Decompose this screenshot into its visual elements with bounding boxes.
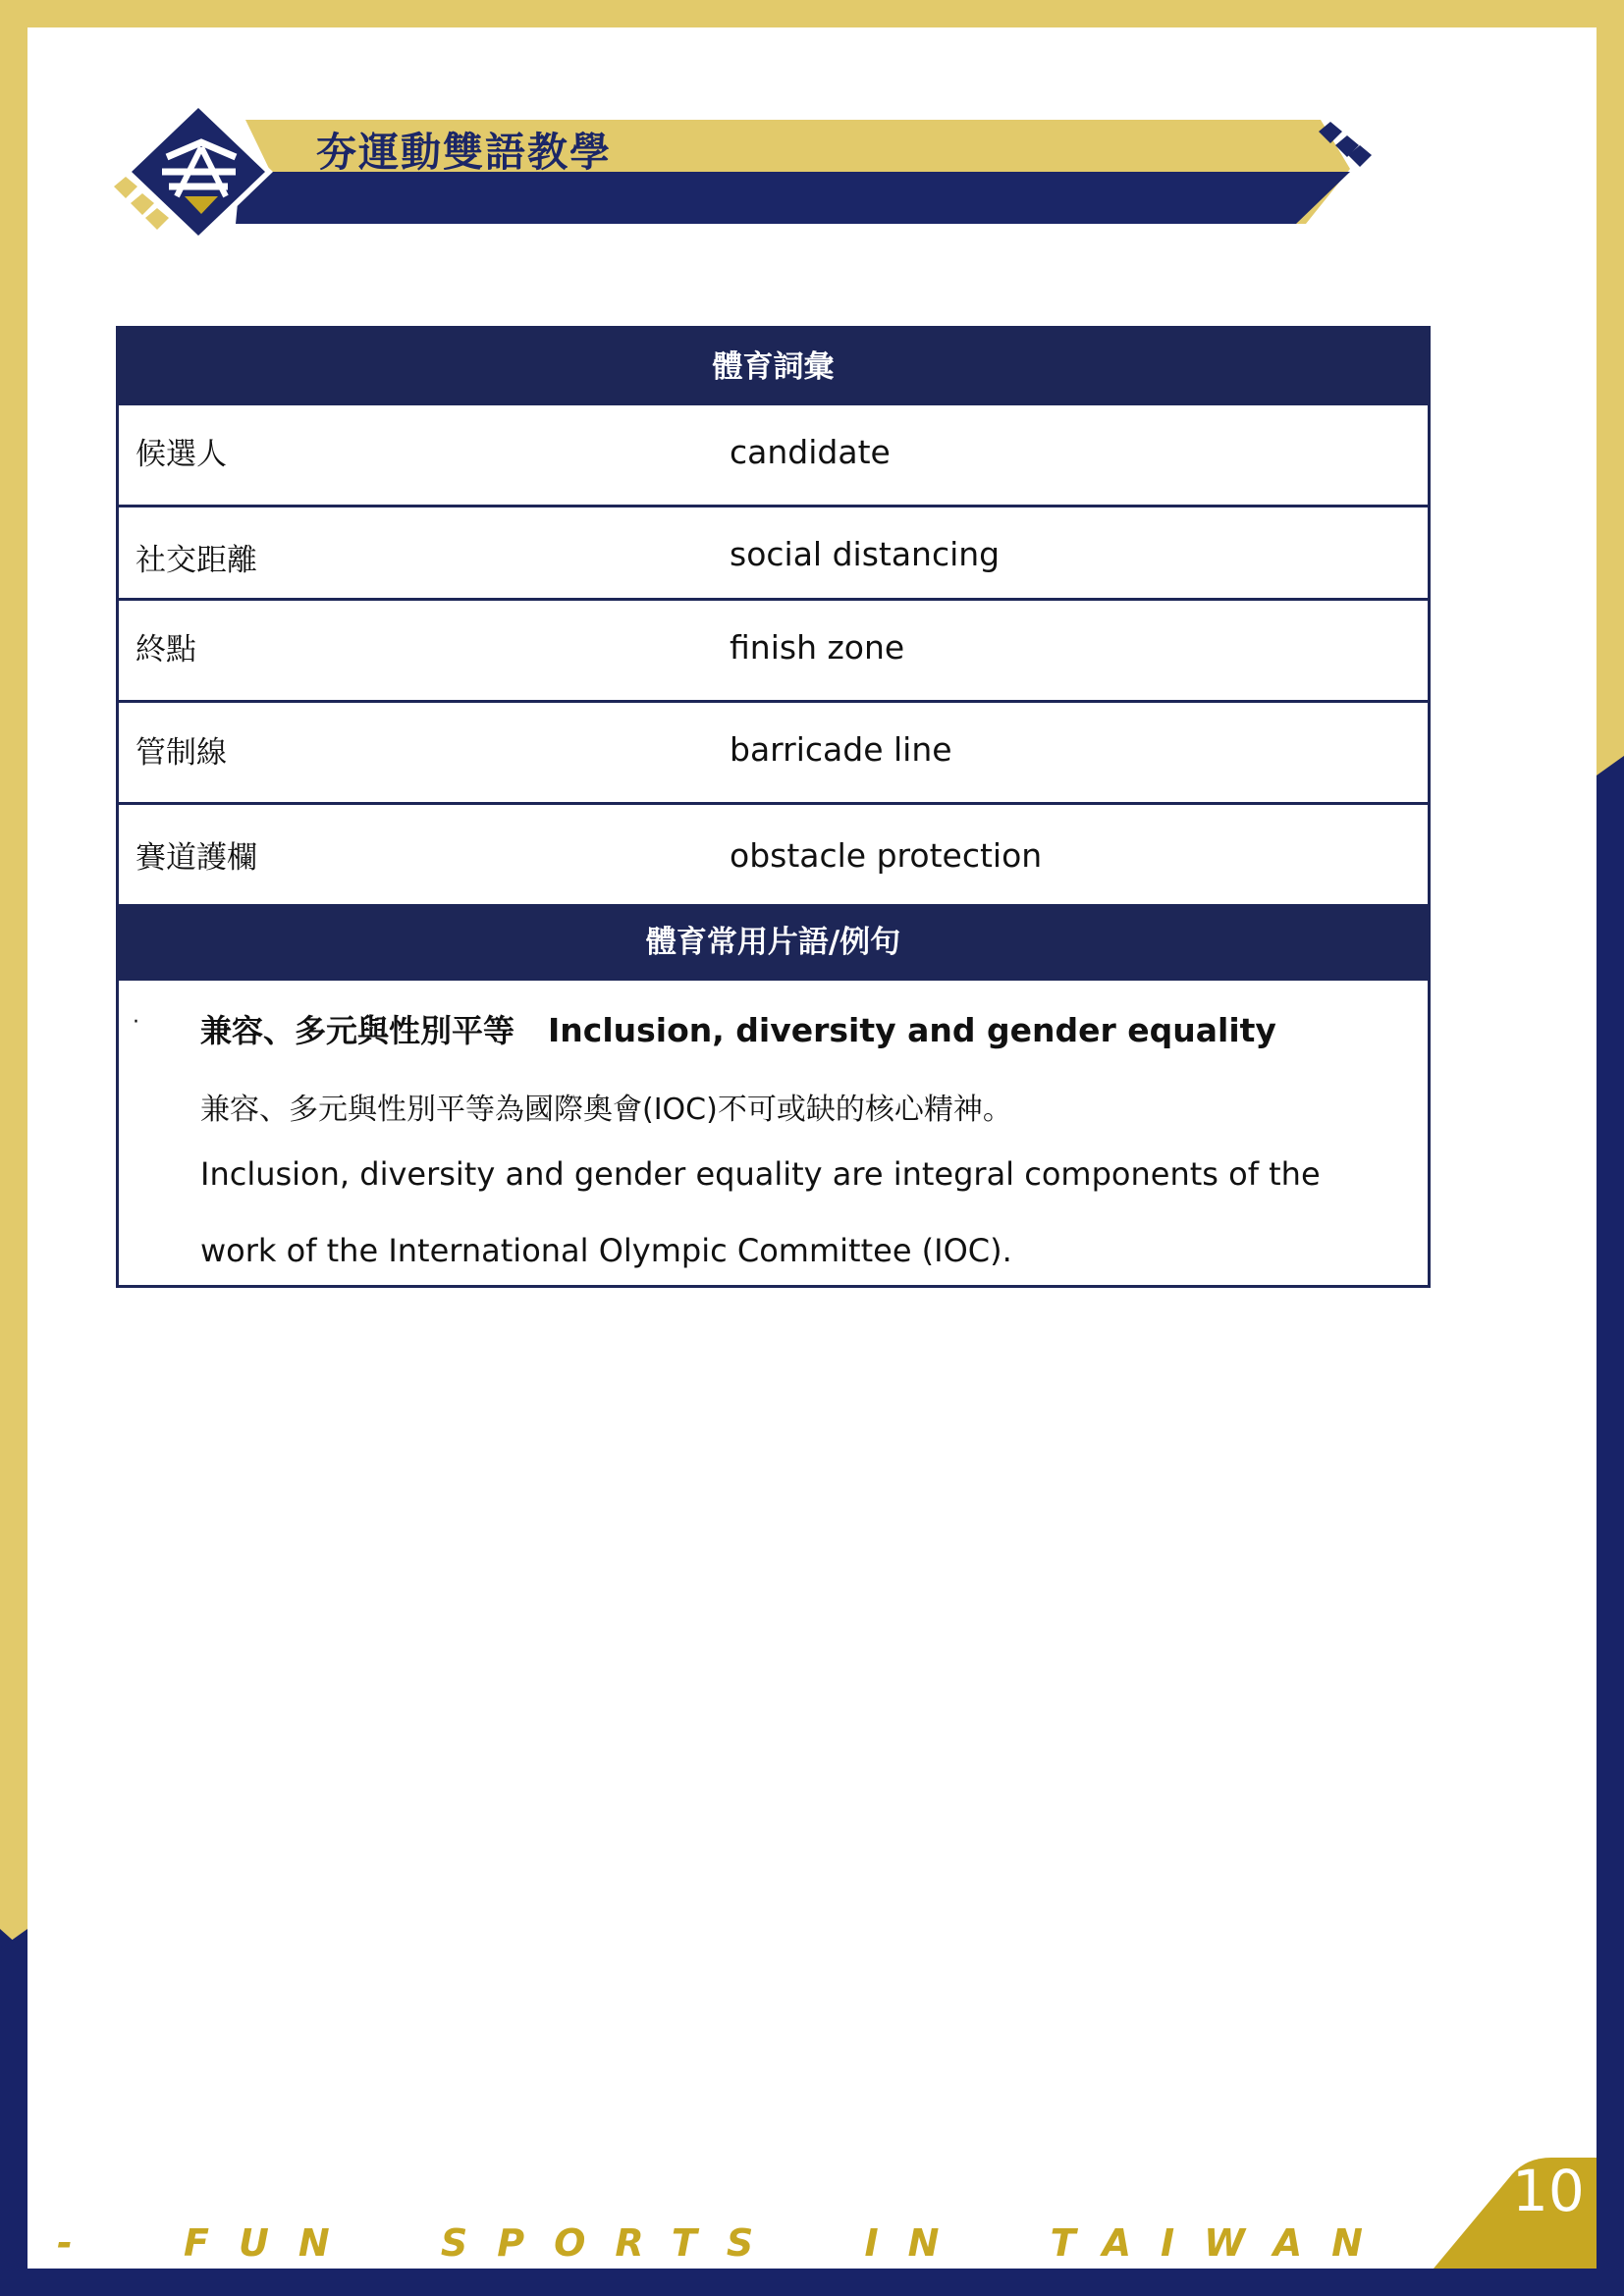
phrase-term-en: Inclusion, diversity and gender equality xyxy=(548,1011,1276,1049)
vocab-en: candidate xyxy=(730,433,891,471)
table-row xyxy=(119,405,1428,507)
footer-tagline: - FUN SPORTS IN TAIWAN - xyxy=(57,2221,1519,2265)
vocab-table xyxy=(116,326,1431,1288)
vocab-zh: 候選人 xyxy=(135,437,227,472)
sentence-en-line1: Inclusion, diversity and gender equality are integral components of the xyxy=(200,1155,1321,1193)
navy-edge-right xyxy=(1597,756,1624,2296)
table-row xyxy=(119,507,1428,601)
vocab-en: social distancing xyxy=(730,535,1001,573)
vocab-table-header: 體育詞彙 xyxy=(119,329,1428,405)
vocab-en: obstacle protection xyxy=(730,836,1043,875)
page-title: 夯運動雙語教學 xyxy=(316,129,612,176)
bullet: · xyxy=(133,1010,139,1035)
phrase-term-zh: 兼容、多元與性別平等 xyxy=(200,1012,515,1049)
header-banner xyxy=(0,0,1624,255)
vocab-zh: 終點 xyxy=(135,632,196,667)
vocab-zh: 管制線 xyxy=(135,735,227,771)
phrase-term xyxy=(200,1006,1276,1051)
phrases-section xyxy=(119,981,1428,1285)
vocab-zh: 賽道護欄 xyxy=(135,840,257,876)
navy-edge-left xyxy=(0,1929,27,2296)
vocab-en: barricade line xyxy=(730,730,952,769)
navy-bottom-bar xyxy=(0,2269,1624,2296)
table-row xyxy=(119,601,1428,703)
vocab-en: finish zone xyxy=(730,628,905,667)
banner-navy-band xyxy=(236,172,1350,224)
phrases-header: 體育常用片語/例句 xyxy=(119,904,1428,981)
page-number: 10 xyxy=(1512,2158,1585,2224)
table-row xyxy=(119,703,1428,805)
table-row xyxy=(119,805,1428,904)
vocab-zh: 社交距離 xyxy=(135,543,257,578)
sentence-zh: 兼容、多元與性別平等為國際奧會(IOC)不可或缺的核心精神。 xyxy=(200,1093,1012,1127)
sentence-en-line2: work of the International Olympic Committee (IOC). xyxy=(200,1232,1012,1269)
